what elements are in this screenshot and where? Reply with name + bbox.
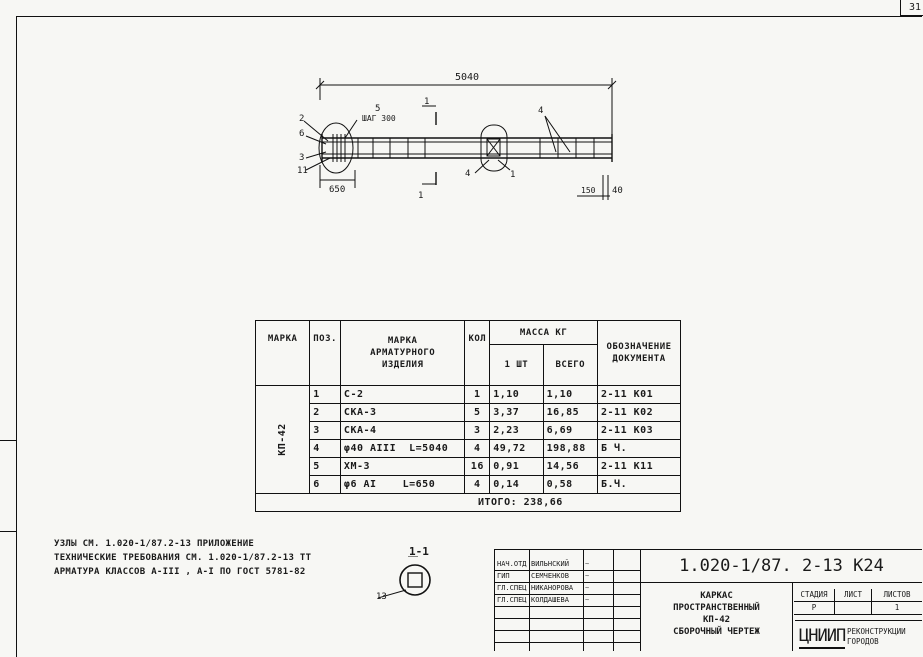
table-row [256, 440, 681, 458]
dim-total-length: 5040 [455, 72, 480, 83]
row-qty: 4 [465, 440, 490, 458]
row-mass-total: 6,69 [543, 422, 597, 440]
header-mark: МАРКА [256, 321, 310, 386]
row-pos: 1 [310, 386, 341, 404]
row-mass-one: 2,23 [490, 422, 543, 440]
leader-4-top: 4 [538, 106, 544, 116]
note-line: ТЕХНИЧЕСКИЕ ТРЕБОВАНИЯ СМ. 1.020-1/87.2-13 ТТ [54, 553, 312, 563]
notes [54, 537, 311, 579]
stage-value: Р [794, 602, 835, 615]
header-document: ОБОЗНАЧЕНИЕ ДОКУМЕНТА [598, 321, 681, 386]
org-logo: ЦНИИП [799, 625, 845, 649]
mark-cell [256, 386, 310, 494]
row-document: 2-11 К02 [598, 404, 681, 422]
note-line: УЗЛЫ СМ. 1.020-1/87.2-13 ПРИЛОЖЕНИЕ [54, 539, 255, 549]
table-row [256, 422, 681, 440]
row-qty: 1 [465, 386, 490, 404]
section-leader: 13 [376, 592, 387, 602]
dim-40: 40 [612, 186, 623, 196]
note-line: АРМАТУРА КЛАССОВ А-III , А-I ПО ГОСТ 5781-82 [54, 567, 306, 577]
leader-3: 3 [299, 153, 305, 163]
row-mass-total: 198,88 [543, 440, 597, 458]
row-mass-one: 3,37 [490, 404, 543, 422]
signature-row: ГИП СЕМЧЕНКОВ ~ [495, 571, 640, 583]
row-document: Б Ч. [598, 440, 681, 458]
row-mass-one: 1,10 [490, 386, 543, 404]
row-qty: 3 [465, 422, 490, 440]
header-mass-one: 1 ШТ [490, 345, 543, 386]
row-mass-one: 0,91 [490, 458, 543, 476]
leader-2: 2 [299, 114, 305, 124]
row-pos: 6 [310, 476, 341, 494]
org-name: РЕКОНСТРУКЦИИ ГОРОДОВ [847, 627, 906, 646]
stage-block [794, 583, 922, 619]
row-item: φ6 АI L=650 [340, 476, 465, 494]
row-mass-one: 0,14 [490, 476, 543, 494]
mark-value: КП-42 [277, 423, 289, 456]
total-row: ИТОГО: 238,66 [256, 494, 681, 512]
sheets-header: ЛИСТОВ [872, 589, 922, 602]
row-mass-one: 49,72 [490, 440, 543, 458]
row-item: С-2 [340, 386, 465, 404]
header-mass-total: ВСЕГО [543, 345, 597, 386]
header-mass: МАССА КГ [490, 321, 598, 345]
row-document: 2-11 К11 [598, 458, 681, 476]
row-length: L=5040 [409, 443, 449, 454]
row-mass-total: 0,58 [543, 476, 597, 494]
row-length: L=650 [402, 479, 436, 490]
title-block [494, 549, 922, 651]
pos-5-label: 5 [375, 104, 381, 114]
signature-block [495, 550, 640, 651]
header-item-mark: МАРКА АРМАТУРНОГО ИЗДЕЛИЯ [340, 321, 465, 386]
table-row [256, 404, 681, 422]
leader-1: 1 [510, 170, 516, 180]
section-title: 1-1 [409, 545, 429, 558]
drawing-title: КАРКАС ПРОСТРАНСТВЕННЫЙ КП-42 СБОРОЧНЫЙ ЧЕРТЕЖ [641, 583, 793, 651]
row-document: 2-11 К03 [598, 422, 681, 440]
assembly-drawing [0, 0, 923, 320]
row-pos: 3 [310, 422, 341, 440]
row-pos: 5 [310, 458, 341, 476]
sheet-value [835, 602, 872, 615]
signature-row: ГЛ.СПЕЦ КОЛДАШЕВА ~ [495, 595, 640, 607]
row-qty: 16 [465, 458, 490, 476]
table-row [256, 386, 681, 404]
document-number: 1.020-1/87. 2-13 К24 [641, 550, 922, 583]
row-mass-total: 1,10 [543, 386, 597, 404]
row-pos: 2 [310, 404, 341, 422]
dim-150: 150 [581, 186, 596, 195]
row-document: Б.Ч. [598, 476, 681, 494]
binding-strip [0, 440, 17, 651]
row-item: СКА-3 [340, 404, 465, 422]
stage-header: СТАДИЯ [794, 589, 835, 602]
sheet-header: ЛИСТ [835, 589, 872, 602]
sheet-number: 31 [900, 0, 923, 16]
leader-6: 6 [299, 129, 305, 139]
signature-row: ГЛ.СПЕЦ НИКАНОРОВА ~ [495, 583, 640, 595]
signature-row: НАЧ.ОТД ВИЛЬНСКИЙ ~ [495, 559, 640, 571]
section-mark-bottom: 1 [418, 191, 424, 201]
table-row [256, 476, 681, 494]
specification-table [255, 320, 681, 512]
row-item: СКА-4 [340, 422, 465, 440]
dim-650: 650 [329, 185, 346, 195]
row-mass-total: 14,56 [543, 458, 597, 476]
header-pos: ПОЗ. [310, 321, 341, 386]
header-qty: КОЛ [465, 321, 490, 386]
leader-4-bottom: 4 [465, 169, 471, 179]
row-item: ХМ-3 [340, 458, 465, 476]
row-mass-total: 16,85 [543, 404, 597, 422]
row-qty: 4 [465, 476, 490, 494]
row-item: φ40 АIII L=5040 [340, 440, 465, 458]
organization [795, 620, 922, 652]
row-qty: 5 [465, 404, 490, 422]
table-row [256, 458, 681, 476]
section-mark-top: 1 [424, 97, 430, 107]
leader-11: 11 [297, 166, 308, 176]
sheets-value: 1 [872, 602, 922, 615]
step-label: ШАГ 300 [362, 114, 396, 123]
row-pos: 4 [310, 440, 341, 458]
row-document: 2-11 К01 [598, 386, 681, 404]
